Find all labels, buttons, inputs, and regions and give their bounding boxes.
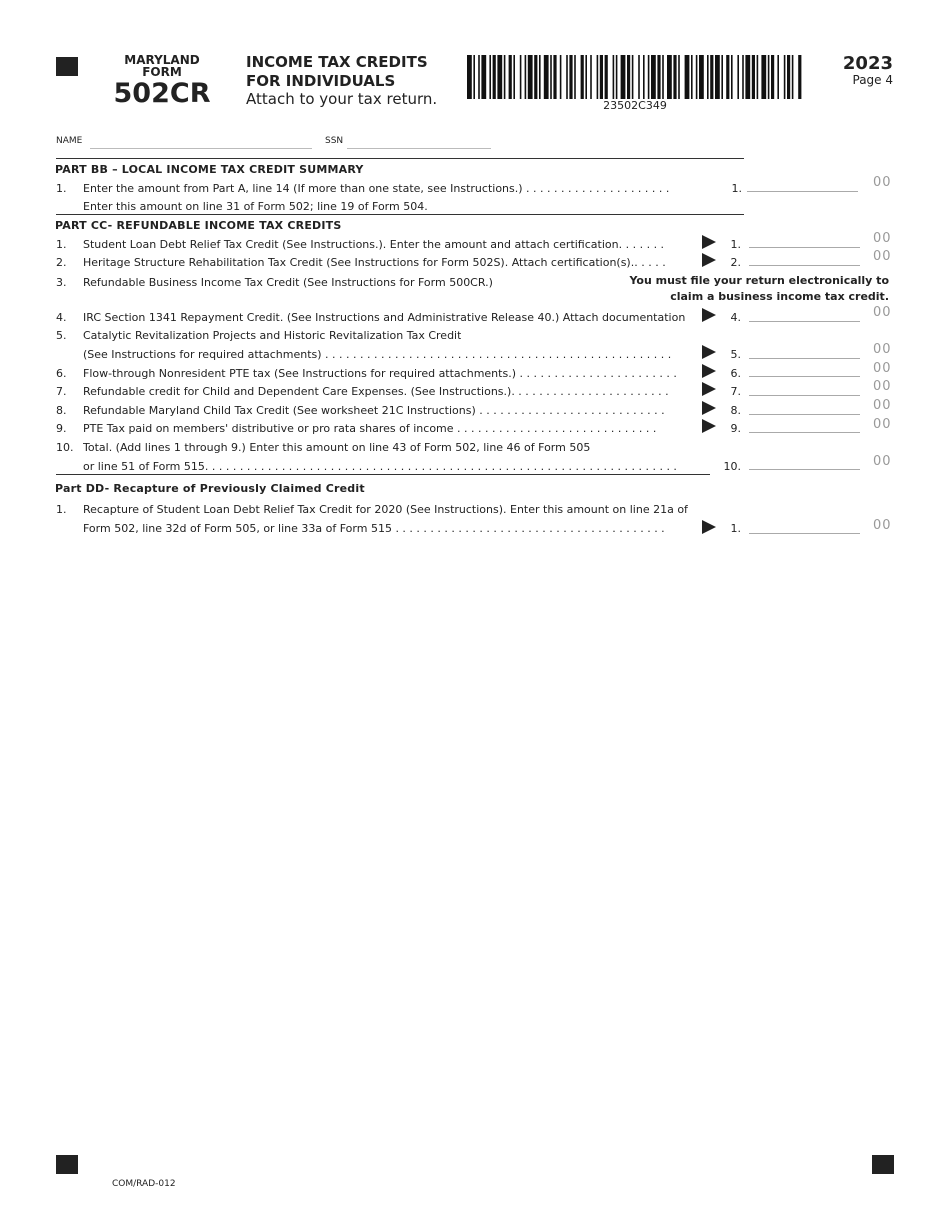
part-cc-line-5-number: 5. [56, 329, 67, 342]
part-cc-line-8-number: 8. [56, 404, 67, 417]
part-cc-line-3-text: Refundable Business Income Tax Credit (See Instructions for Form 500CR.) [83, 276, 493, 289]
part-dd-line-1-label: 1. [730, 522, 741, 535]
part-dd-line-1-field[interactable] [749, 517, 860, 534]
part-cc-line-5-label: 5. [730, 348, 741, 361]
part-cc-line-9-number: 9. [56, 422, 67, 435]
form-state-label [112, 54, 212, 78]
part-cc-line-4-cents: 00 [873, 305, 892, 320]
part-cc-line-7-cents: 00 [873, 379, 892, 394]
part-cc-line-2-number: 2. [56, 256, 67, 269]
part-cc-line-1-field[interactable] [749, 231, 860, 248]
notice-line-2: claim a business income tax credit. [670, 290, 889, 303]
title-line-2: FOR INDIVIDUALS [246, 72, 396, 90]
part-cc-line-1-number: 1. [56, 238, 67, 251]
part-cc-line-2-label: 2. [730, 256, 741, 269]
part-cc-line-5-text-cont: (See Instructions for required attachments) . . . . . . . . . . . . . . . . . . . . . . . . . . . . . . . . . . . . . . . . . . . . . . . . . . [83, 348, 672, 361]
part-dd-line-1-number: 1. [56, 503, 67, 516]
part-cc-line-5-cents: 00 [873, 342, 892, 357]
form-number: 502CR [113, 78, 211, 109]
form-word: FORM [142, 65, 182, 79]
part-cc-line-6-label: 6. [730, 367, 741, 380]
part-bb-line-1-field[interactable] [747, 175, 858, 192]
part-bb-line-1-number: 1. [56, 182, 67, 195]
ssn-field[interactable] [347, 148, 491, 149]
part-dd-title: Part DD- Recapture of Previously Claimed Credit [55, 482, 365, 495]
part-dd-line-1-text-cont: Form 502, line 32d of Form 505, or line 33a of Form 515 . . . . . . . . . . . . . . . . . . . . . . . . . . . . . . . . . . . . . . . [83, 522, 665, 535]
part-cc-line-8-cents: 00 [873, 398, 892, 413]
divider [56, 214, 744, 215]
part-cc-line-4-text: IRC Section 1341 Repayment Credit. (See Instructions and Administrative Release 40.) Attach documentation [83, 311, 686, 324]
part-cc-line-6-text: Flow-through Nonresident PTE tax (See Instructions for required attachments.) . . . . . . . . . . . . . . . . . . . . . . . [83, 367, 677, 380]
divider [56, 474, 710, 475]
part-dd-line-1-cents: 00 [873, 518, 892, 533]
part-bb-line-1-text: Enter the amount from Part A, line 14 (If more than one state, see Instructions.) . . . . . . . . . . . . . . . . . . . . . [83, 182, 670, 195]
form-title [246, 53, 428, 91]
tax-year: 2023 [842, 53, 893, 74]
part-cc-line-7-number: 7. [56, 385, 67, 398]
divider [56, 158, 744, 159]
part-bb-line-1-note: Enter this amount on line 31 of Form 502; line 19 of Form 504. [83, 200, 428, 213]
ssn-label: SSN [325, 136, 344, 146]
part-cc-line-5-text: Catalytic Revitalization Projects and Historic Revitalization Tax Credit [83, 329, 462, 342]
part-cc-line-4-number: 4. [56, 311, 67, 324]
part-cc-line-9-label: 9. [730, 422, 741, 435]
part-cc-line-7-text: Refundable credit for Child and Dependent Care Expenses. (See Instructions.). . . . . . . . . . . . . . . . . . . . . . . [83, 385, 669, 398]
registration-mark-bottom-right [872, 1155, 894, 1174]
part-cc-line-6-field[interactable] [749, 360, 860, 377]
state-name: MARYLAND [124, 53, 200, 67]
part-cc-line-1-cents: 00 [873, 231, 892, 246]
part-cc-line-3-number: 3. [56, 276, 67, 289]
registration-mark-top-left [56, 57, 78, 76]
title-line-1: INCOME TAX CREDITS [246, 53, 428, 71]
part-cc-line-9-text: PTE Tax paid on members' distributive or pro rata shares of income . . . . . . . . . . . . . . . . . . . . . . . . . . . . . [83, 422, 657, 435]
form-code: COM/RAD-012 [112, 1179, 176, 1189]
part-cc-line-9-field[interactable] [749, 416, 860, 433]
part-cc-line-2-field[interactable] [749, 249, 860, 266]
part-cc-line-2-text: Heritage Structure Rehabilitation Tax Credit (See Instructions for Form 502S). Attach certification(s).. . . . . [83, 256, 666, 269]
barcode [467, 55, 803, 99]
part-cc-line-7-field[interactable] [749, 379, 860, 396]
part-cc-line-10-text-cont: or line 51 of Form 515. . . . . . . . . . . . . . . . . . . . . . . . . . . . . . . . . . . . . . . . . . . . . . . . . . . . . . . . . . . . . . . . . . . . [83, 460, 677, 473]
part-cc-line-10-text: Total. (Add lines 1 through 9.) Enter this amount on line 43 of Form 502, line 46 of Form 505 [83, 441, 591, 454]
barcode-number: 23502C349 [603, 99, 667, 112]
part-cc-line-10-label: 10. [723, 460, 741, 473]
part-cc-line-7-label: 7. [730, 385, 741, 398]
part-cc-line-8-text: Refundable Maryland Child Tax Credit (See worksheet 21C Instructions) . . . . . . . . . . . . . . . . . . . . . . . . . . . [83, 404, 665, 417]
part-cc-title: PART CC- REFUNDABLE INCOME TAX CREDITS [55, 219, 342, 232]
part-cc-line-10-field[interactable] [749, 453, 860, 470]
part-bb-line-1-label: 1. [731, 182, 742, 195]
page-number: Page 4 [852, 73, 893, 87]
name-label: NAME [56, 136, 83, 146]
part-cc-line-6-number: 6. [56, 367, 67, 380]
part-cc-line-1-label: 1. [730, 238, 741, 251]
part-cc-line-1-text: Student Loan Debt Relief Tax Credit (See Instructions.). Enter the amount and attach certification. . . . . . . [83, 238, 665, 251]
part-cc-line-4-field[interactable] [749, 305, 860, 322]
part-cc-line-9-cents: 00 [873, 417, 892, 432]
registration-mark-bottom-left [56, 1155, 78, 1174]
part-cc-line-8-field[interactable] [749, 398, 860, 415]
part-bb-line-1-cents: 00 [873, 175, 892, 190]
form-subtitle: Attach to your tax return. [246, 90, 438, 108]
part-cc-line-8-label: 8. [730, 404, 741, 417]
part-cc-line-10-number: 10. [56, 441, 74, 454]
electronic-filing-notice [629, 273, 889, 305]
part-bb-title: PART BB – LOCAL INCOME TAX CREDIT SUMMARY [55, 163, 364, 176]
name-field[interactable] [90, 148, 312, 149]
part-dd-line-1-text: Recapture of Student Loan Debt Relief Tax Credit for 2020 (See Instructions). Enter this amount on line 21a of [83, 503, 688, 516]
part-cc-line-4-label: 4. [730, 311, 741, 324]
part-cc-line-2-cents: 00 [873, 249, 892, 264]
part-cc-line-5-field[interactable] [749, 342, 860, 359]
part-cc-line-10-cents: 00 [873, 454, 892, 469]
notice-line-1: You must file your return electronically to [629, 274, 889, 287]
part-cc-line-6-cents: 00 [873, 361, 892, 376]
